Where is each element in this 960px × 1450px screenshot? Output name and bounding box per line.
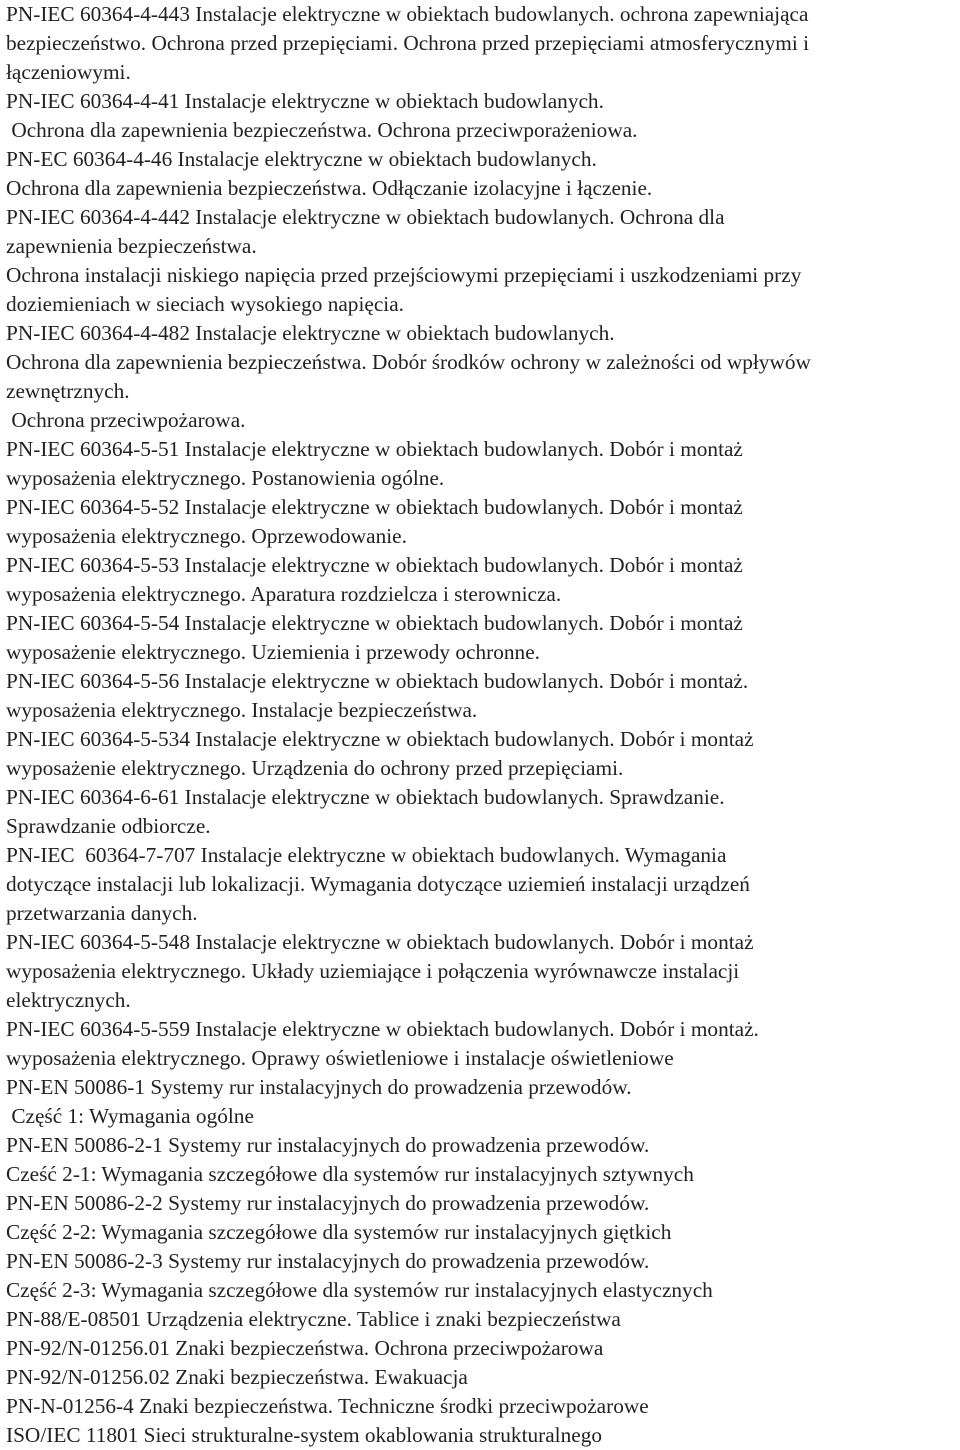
text-line: elektrycznych. — [6, 988, 131, 1012]
text-line: bezpieczeństwo. Ochrona przed przepięciami. Ochrona przed przepięciami atmosferycznymi i — [6, 31, 809, 55]
text-line: Część 1: Wymagania ogólne — [6, 1104, 254, 1128]
text-line: przetwarzania danych. — [6, 901, 198, 925]
text-line: wyposażenie elektrycznego. Urządzenia do ochrony przed przepięciami. — [6, 756, 624, 780]
text-line: PN-EN 50086-2-3 Systemy rur instalacyjnych do prowadzenia przewodów. — [6, 1249, 650, 1273]
text-line: PN-IEC 60364-7-707 Instalacje elektryczne w obiektach budowlanych. Wymagania — [6, 843, 727, 867]
text-line: PN-IEC 60364-4-442 Instalacje elektryczne w obiektach budowlanych. Ochrona dla — [6, 205, 725, 229]
text-line: zewnętrznych. — [6, 379, 130, 403]
text-line: PN-IEC 60364-5-54 Instalacje elektryczne w obiektach budowlanych. Dobór i montaż — [6, 611, 743, 635]
text-line: Sprawdzanie odbiorcze. — [6, 814, 211, 838]
text-line: PN-IEC 60364-4-41 Instalacje elektryczne w obiektach budowlanych. — [6, 89, 604, 113]
text-line: Ochrona dla zapewnienia bezpieczeństwa. Odłączanie izolacyjne i łączenie. — [6, 176, 653, 200]
text-line: wyposażenia elektrycznego. Układy uziemiające i połączenia wyrównawcze instalacji — [6, 959, 740, 983]
text-line: PN-IEC 60364-5-548 Instalacje elektryczne w obiektach budowlanych. Dobór i montaż — [6, 930, 754, 954]
text-line: PN-IEC 60364-5-52 Instalacje elektryczne w obiektach budowlanych. Dobór i montaż — [6, 495, 743, 519]
text-line: doziemieniach w sieciach wysokiego napięcia. — [6, 292, 404, 316]
text-line: PN-IEC 60364-4-482 Instalacje elektryczne w obiektach budowlanych. — [6, 321, 615, 345]
text-line: wyposażenia elektrycznego. Oprawy oświetleniowe i instalacje oświetleniowe — [6, 1046, 674, 1070]
text-line: Ochrona dla zapewnienia bezpieczeństwa. Dobór środków ochrony w zależności od wpływów — [6, 350, 811, 374]
text-line: PN-N-01256-4 Znaki bezpieczeństwa. Techniczne środki przeciwpożarowe — [6, 1394, 649, 1418]
text-line: PN-IEC 60364-6-61 Instalacje elektryczne w obiektach budowlanych. Sprawdzanie. — [6, 785, 725, 809]
text-line: PN-88/E-08501 Urządzenia elektryczne. Tablice i znaki bezpieczeństwa — [6, 1307, 621, 1331]
text-line: wyposażenia elektrycznego. Postanowienia ogólne. — [6, 466, 445, 490]
text-line: PN-IEC 60364-5-56 Instalacje elektryczne w obiektach budowlanych. Dobór i montaż. — [6, 669, 749, 693]
text-line: wyposażenie elektrycznego. Uziemienia i przewody ochronne. — [6, 640, 540, 664]
text-line: PN-IEC 60364-5-51 Instalacje elektryczne w obiektach budowlanych. Dobór i montaż — [6, 437, 743, 461]
text-line: PN-EC 60364-4-46 Instalacje elektryczne w obiektach budowlanych. — [6, 147, 597, 171]
text-line: dotyczące instalacji lub lokalizacji. Wymagania dotyczące uziemień instalacji urządzeń — [6, 872, 750, 896]
text-line: Ochrona dla zapewnienia bezpieczeństwa. Ochrona przeciwporażeniowa. — [6, 118, 638, 142]
text-line: wyposażenia elektrycznego. Aparatura rozdzielcza i sterownicza. — [6, 582, 562, 606]
text-line: Cześć 2-1: Wymagania szczegółowe dla systemów rur instalacyjnych sztywnych — [6, 1162, 694, 1186]
text-line: PN-EN 50086-2-1 Systemy rur instalacyjnych do prowadzenia przewodów. — [6, 1133, 650, 1157]
text-line: PN-92/N-01256.01 Znaki bezpieczeństwa. Ochrona przeciwpożarowa — [6, 1336, 604, 1360]
text-line: ISO/IEC 11801 Sieci strukturalne-system okablowania strukturalnego — [6, 1423, 603, 1447]
text-line: Część 2-2: Wymagania szczegółowe dla systemów rur instalacyjnych giętkich — [6, 1220, 672, 1244]
text-line: PN-92/N-01256.02 Znaki bezpieczeństwa. Ewakuacja — [6, 1365, 468, 1389]
text-line: Ochrona przeciwpożarowa. — [6, 408, 246, 432]
text-line: wyposażenia elektrycznego. Oprzewodowanie. — [6, 524, 407, 548]
text-line: PN-EN 50086-2-2 Systemy rur instalacyjnych do prowadzenia przewodów. — [6, 1191, 650, 1215]
text-line: PN-IEC 60364-5-559 Instalacje elektryczne w obiektach budowlanych. Dobór i montaż. — [6, 1017, 759, 1041]
text-line: PN-IEC 60364-5-534 Instalacje elektryczne w obiektach budowlanych. Dobór i montaż — [6, 727, 754, 751]
text-line: wyposażenia elektrycznego. Instalacje bezpieczeństwa. — [6, 698, 478, 722]
text-line: PN-EN 50086-1 Systemy rur instalacyjnych do prowadzenia przewodów. — [6, 1075, 632, 1099]
text-line: PN-IEC 60364-5-53 Instalacje elektryczne w obiektach budowlanych. Dobór i montaż — [6, 553, 743, 577]
text-line: Ochrona instalacji niskiego napięcia przed przejściowymi przepięciami i uszkodzeniami przy — [6, 263, 802, 287]
text-line: Część 2-3: Wymagania szczegółowe dla systemów rur instalacyjnych elastycznych — [6, 1278, 713, 1302]
text-line: łączeniowymi. — [6, 60, 131, 84]
text-line: PN-IEC 60364-4-443 Instalacje elektryczne w obiektach budowlanych. ochrona zapewniająca — [6, 2, 809, 26]
text-line: zapewnienia bezpieczeństwa. — [6, 234, 257, 258]
document-body — [6, 0, 960, 1450]
